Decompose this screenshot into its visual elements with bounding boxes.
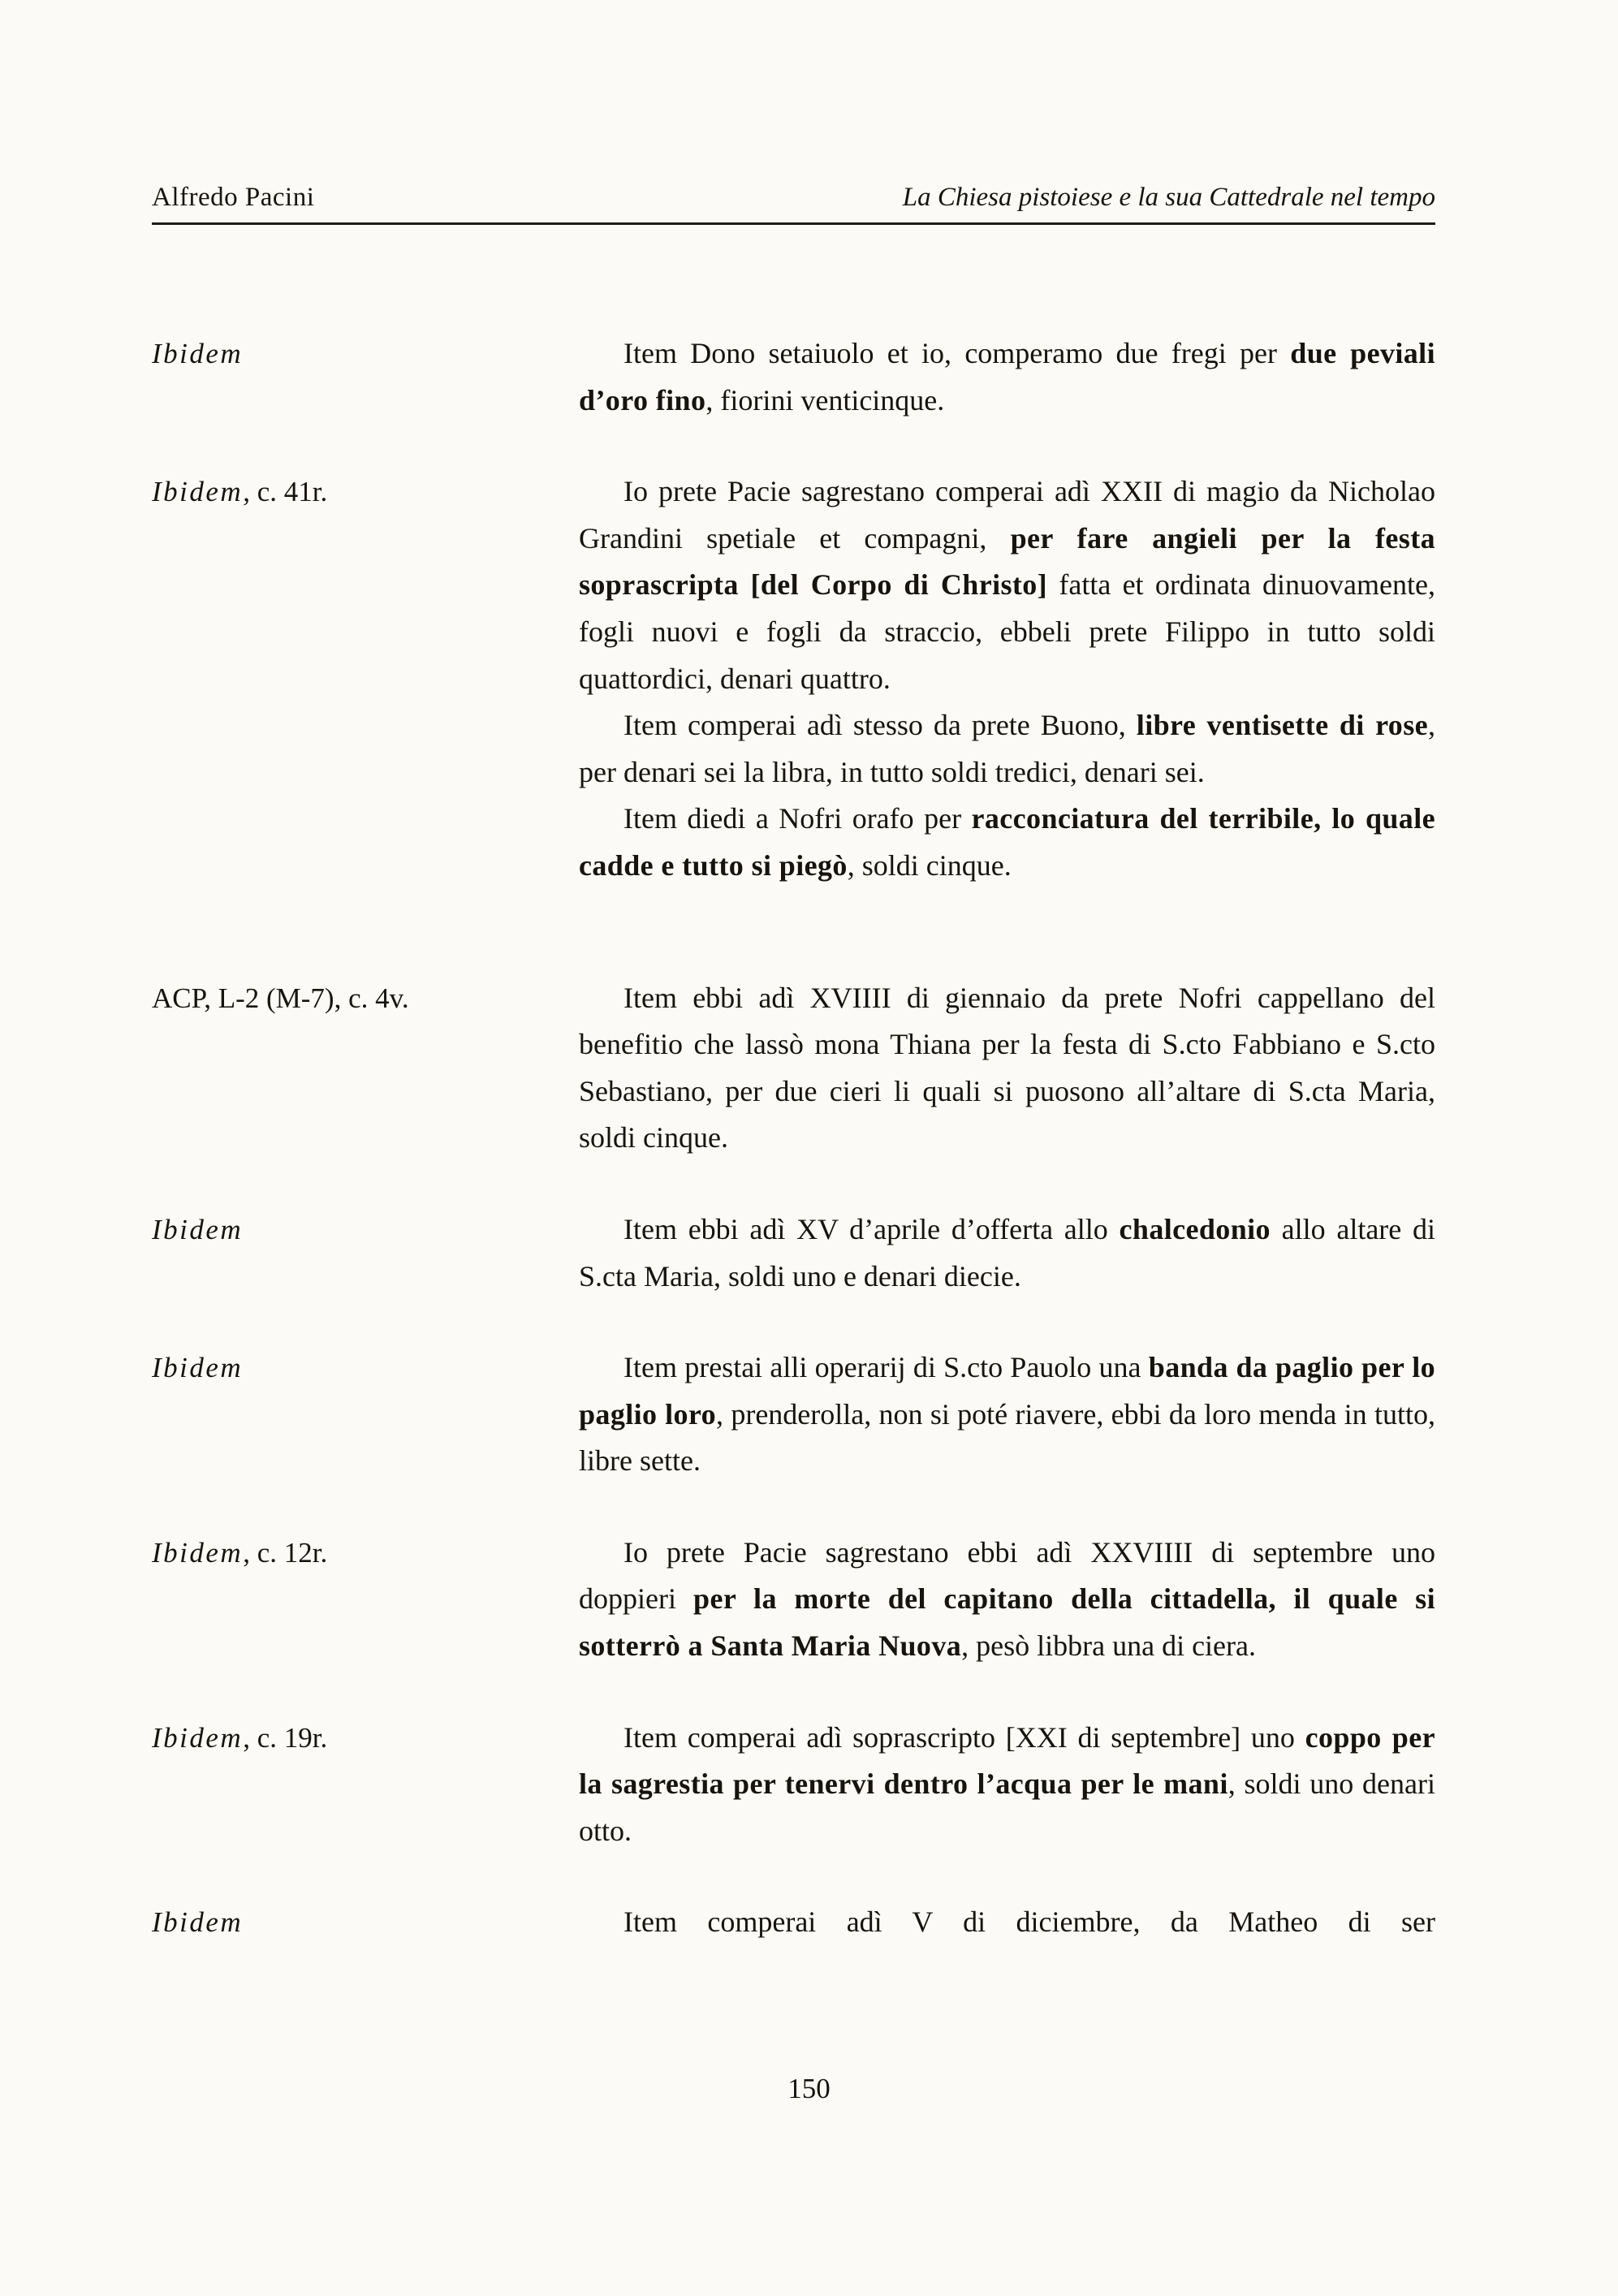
- body-text: Item ebbi adì XVIIII di giennaio da prete Nofri cappellano del benefitio che lassò mona Thiana per la festa di S.cto Fabbiano e S.cto Sebastiano, per due cieri li quali si puosono all’altare di S.cta Maria, soldi cinque.: [579, 981, 1435, 1154]
- citation-italic-part: Ibidem: [152, 1213, 244, 1245]
- entry-paragraph: [579, 1206, 1435, 1300]
- citation-roman-part: , c. 41r.: [243, 476, 328, 508]
- body-text: Io prete Pacie sagrestano ebbi adì XXVIIII di septembre uno doppieri: [579, 1535, 1435, 1616]
- citation-roman-part: , c. 19r.: [243, 1721, 328, 1754]
- citation-italic-part: Ibidem: [152, 1721, 244, 1754]
- entry-paragraph: [579, 1530, 1435, 1670]
- header-author: Alfredo Pacini: [152, 183, 315, 212]
- source-citation: [152, 1344, 579, 1390]
- entry-paragraph: [579, 1344, 1435, 1485]
- entry-row: [152, 975, 1435, 1162]
- running-header: [152, 183, 1435, 225]
- source-citation: [152, 468, 579, 514]
- entry-text: [579, 975, 1435, 1162]
- entry-paragraph: [579, 468, 1435, 702]
- body-text: Item prestai alli operarij di S.cto Pauolo una: [623, 1351, 1149, 1384]
- body-text: Item comperai adì stesso da prete Buono,: [623, 709, 1137, 742]
- body-text: , fiorini venticinque.: [705, 383, 945, 416]
- entry-paragraph: [579, 330, 1435, 424]
- emphasized-source-text: coppo per la sagrestia per tenervi dentro l’acqua per le mani: [579, 1720, 1435, 1801]
- entry-text: [579, 1530, 1435, 1670]
- emphasized-source-text: banda da paglio per lo paglio loro: [579, 1351, 1435, 1431]
- entry-row: [152, 1206, 1435, 1300]
- body-text: allo altare di S.cta Maria, soldi uno e denari diecie.: [579, 1212, 1435, 1293]
- entry-text: [579, 468, 1435, 889]
- citation-italic-part: Ibidem: [152, 1906, 244, 1939]
- body-text: , pesò libbra una di ciera.: [961, 1629, 1257, 1663]
- emphasized-source-text: libre ventisette di rose: [1136, 709, 1428, 742]
- page-footer: [0, 2073, 1618, 2105]
- entry-text: [579, 1206, 1435, 1300]
- entry-row: [152, 1530, 1435, 1670]
- body-text: fatta et ordinata dinuovamente, fogli nuovi e fogli da straccio, ebbeli prete Filippo in tutto soldi quattordici, denari quattro.: [579, 568, 1435, 695]
- entry-text: [579, 1715, 1435, 1855]
- entry-row: [152, 330, 1435, 424]
- entry-row: [152, 1899, 1435, 1946]
- source-citation: [152, 330, 579, 376]
- body-text: Item comperai adì V di diciembre, da Matheo di ser: [623, 1905, 1435, 1939]
- body-text: , soldi uno denari otto.: [579, 1767, 1435, 1847]
- entry-paragraph: [579, 1715, 1435, 1855]
- header-book-title: La Chiesa pistoiese e la sua Cattedrale nel tempo: [902, 183, 1435, 212]
- entry-text: [579, 1899, 1435, 1946]
- entry-paragraph: [579, 796, 1435, 889]
- entry-row: [152, 468, 1435, 889]
- body-text: , per denari sei la libra, in tutto soldi tredici, denari sei.: [579, 709, 1435, 788]
- entry-paragraph: [579, 702, 1435, 796]
- emphasized-source-text: racconciatura del terribile, lo quale cadde e tutto si piegò: [579, 802, 1435, 882]
- body-text: Io prete Pacie sagrestano comperai adì XXII di magio da Nicholao Grandini spetiale et compagni,: [579, 475, 1435, 555]
- body-text: , soldi cinque.: [847, 848, 1012, 882]
- citation-roman-part: ACP, L-2 (M-7), c. 4v.: [152, 982, 409, 1014]
- emphasized-source-text: due peviali d’oro fino: [579, 337, 1435, 416]
- emphasized-source-text: per la morte del capitano della cittadella, il quale si sotterrò a Santa Maria Nuova: [579, 1582, 1435, 1663]
- citation-italic-part: Ibidem: [152, 1352, 244, 1384]
- citation-roman-part: , c. 12r.: [243, 1536, 328, 1569]
- body-text: Item comperai adì soprascripto [XXI di septembre] uno: [623, 1720, 1305, 1754]
- entry-paragraph: [579, 975, 1435, 1162]
- citation-italic-part: Ibidem: [152, 338, 244, 369]
- citation-italic-part: Ibidem: [152, 476, 244, 508]
- entry-text: [579, 330, 1435, 424]
- page-number: 150: [787, 2073, 831, 2104]
- source-citation: [152, 1530, 579, 1575]
- body-text: , prenderolla, non si poté riavere, ebbi da loro menda in tutto, libre sette.: [579, 1397, 1435, 1478]
- citation-italic-part: Ibidem: [152, 1536, 244, 1569]
- body-text: Item Dono setaiuolo et io, comperamo due fregi per: [623, 337, 1291, 369]
- source-citation: [152, 975, 579, 1021]
- emphasized-source-text: per fare angieli per la festa soprascripta [del Corpo di Christo]: [579, 521, 1435, 602]
- source-citation: [152, 1206, 579, 1252]
- source-citation: [152, 1715, 579, 1760]
- entry-paragraph: [579, 1899, 1435, 1946]
- body-text: Item ebbi adì XV d’aprile d’offerta allo: [623, 1212, 1120, 1245]
- entry-text: [579, 1344, 1435, 1485]
- entries: [152, 330, 1435, 1946]
- source-citation: [152, 1899, 579, 1944]
- body-text: Item diedi a Nofri orafo per: [623, 802, 972, 835]
- entry-row: [152, 1715, 1435, 1855]
- entry-row: [152, 1344, 1435, 1485]
- emphasized-source-text: chalcedonio: [1119, 1212, 1271, 1245]
